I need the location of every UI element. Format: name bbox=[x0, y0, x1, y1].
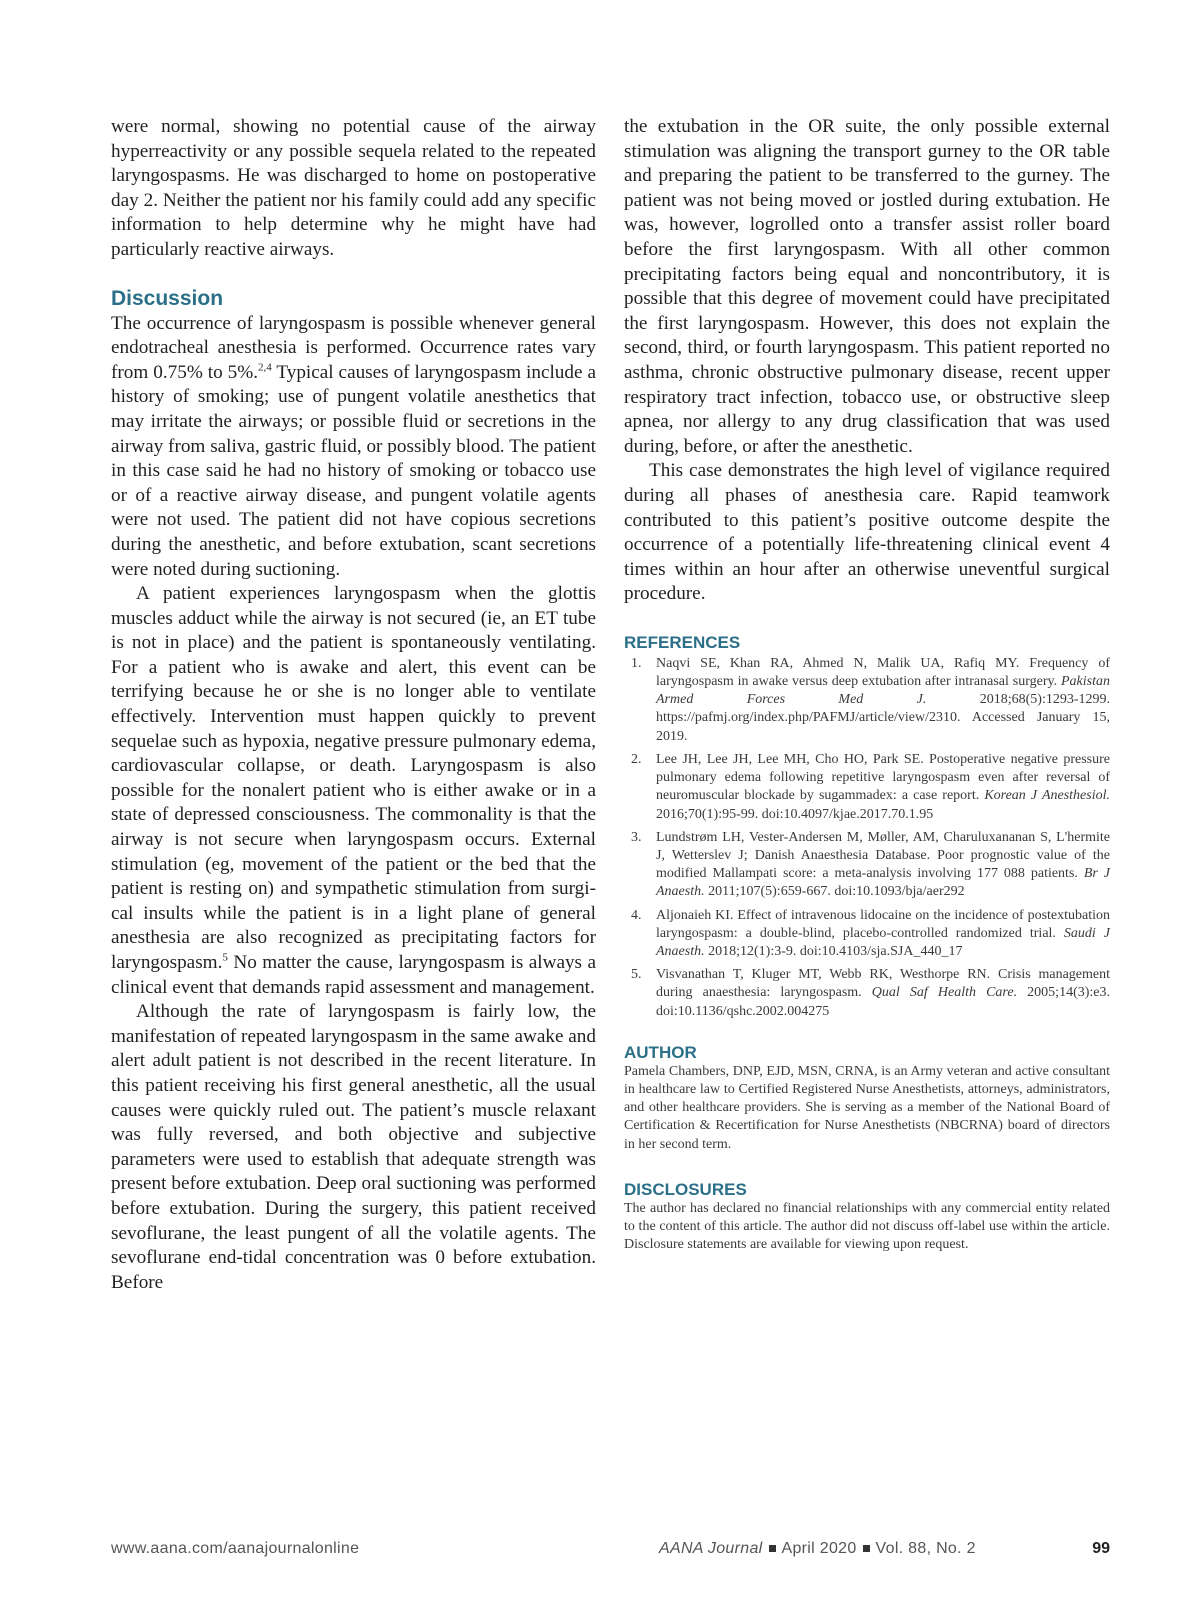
reference-item bbox=[624, 829, 1110, 902]
intro-paragraph: were normal, showing no potential cause of the airway hyperreactivity or any possible sequela related to the repeated laryngospasms. He was discharged to home on postoperative day 2. Neither the patient nor his family could add any specific information to help determine why he might have had particularly reactive airways. bbox=[111, 116, 596, 260]
reference-item bbox=[624, 751, 1110, 824]
references-list bbox=[624, 655, 1110, 1021]
reference-journal: Pakistan Armed Forces Med J. bbox=[656, 674, 1110, 708]
references-heading: REFERENCES bbox=[624, 632, 741, 652]
footer-issue-date: April 2020 bbox=[781, 1540, 857, 1557]
right-column bbox=[624, 115, 1110, 1254]
reference-item bbox=[624, 966, 1110, 1021]
reference-details: 2018;12(1):3-9. doi:10.4103/sja.SJA_440_17 bbox=[704, 943, 963, 959]
reference-details: 2005;14(3):e3. doi:10.1136/qshc.2002.004275 bbox=[656, 985, 1111, 1019]
reference-text bbox=[656, 907, 1110, 962]
reference-authors-title: Lee JH, Lee JH, Lee MH, Cho HO, Park SE. Postoperative negative pressure pulmonary edema following repetitive laryngospasm even after reversal of neuromuscular blockade by sugammadex: a case report. bbox=[656, 751, 1110, 804]
reference-text bbox=[656, 751, 1110, 824]
left-column bbox=[111, 115, 596, 1295]
citation-superscript: 2,4 bbox=[258, 361, 272, 374]
reference-authors-title: Naqvi SE, Khan RA, Ahmed N, Malik UA, Rafiq MY. Frequency of laryngospasm in awake versus deep extubation after intranasal surgery. bbox=[656, 655, 1110, 690]
reference-journal: Korean J Anesthesiol. bbox=[984, 788, 1110, 804]
reference-authors-title: Aljonaieh KI. Effect of intravenous lidocaine on the incidence of postextubation laryngospasm: a double-blind, placebo-controlled randomized trial. bbox=[656, 907, 1110, 941]
reference-number: 4. bbox=[631, 907, 642, 923]
author-heading: AUTHOR bbox=[624, 1042, 697, 1062]
paragraph-text: The occurrence of laryngospasm is possible whenever general endotracheal anesthesia is performed. Occurrence rates vary from 0.75% to 5%. bbox=[111, 312, 596, 383]
reference-details: 2011;107(5):659-667. doi:10.1093/bja/aer292 bbox=[704, 884, 965, 900]
continuation-paragraph: the extubation in the OR suite, the only possible external stimulation was aligning the transport gurney to the OR table and preparing the patient to be transferred to the gurney. The patient was not being moved or jostled during extubation. He was, however, logrolled onto a transfer assist roller board before the first laryngospasm. With all other common precipitating factors being equal and noncontributory, it is possible that this degree of movement could have precipitated the first laryngospasm. However, this does not explain the second, third, or fourth laryngospasm. This patient reported no asthma, chronic obstructive pulmonary disease, recent upper respiratory tract infection, tobacco use, or obstructive sleep apnea, nor allergy to any drug classification that was used during, before, or after the anesthetic. bbox=[624, 116, 1110, 457]
citation-superscript: 5 bbox=[222, 951, 228, 964]
disclosures-text: The author has declared no financial relationships with any commercial entity related to the content of this article. The author did not discuss off-label use within the article. Disclosure statements are available for viewing upon request. bbox=[624, 1200, 1110, 1253]
discussion-heading: Discussion bbox=[111, 286, 224, 310]
footer-journal-name: AANA Journal bbox=[659, 1540, 763, 1557]
conclusion-paragraph: This case demonstrates the high level of vigilance required during all phases of anesthesia care. Rapid teamwork contributed to this patient’s positive outcome despite the occurrence of a potentially life-threatening clinical event 4 times within an hour after an otherwise uneventful surgical procedure. bbox=[624, 460, 1110, 605]
reference-details: 2016;70(1):95-99. doi:10.4097/kjae.2017.70.1.95 bbox=[656, 806, 934, 822]
footer-url[interactable]: www.aana.com/aanajournalonline bbox=[111, 1540, 360, 1557]
reference-number: 5. bbox=[631, 967, 642, 983]
footer-volume: Vol. 88, No. 2 bbox=[875, 1540, 976, 1557]
reference-number: 1. bbox=[631, 655, 642, 671]
reference-item bbox=[624, 655, 1110, 746]
discussion-paragraph-1 bbox=[111, 312, 596, 583]
paragraph-text: Typical causes of laryngospasm include a history of smoking; use of pungent volatile anesthetics that may irritate the airways; or possible fluid or secretions in the airway from saliva, gastric fluid, or possibly blood. The patient in this case said he had no history of smoking or tobacco use or of a reactive airway disease, and pungent volatile agents were not used. The patient did not have copious secretions during the anesthetic, and before extubation, scant secretions were noted during suctioning. bbox=[111, 361, 596, 580]
reference-number: 3. bbox=[631, 829, 642, 845]
reference-text bbox=[656, 966, 1110, 1021]
bullet-square-icon bbox=[863, 1545, 870, 1552]
page-number: 99 bbox=[1092, 1540, 1110, 1557]
reference-details: 2018;68(5):1293-1299. https://pafmj.org/index.php/PAFMJ/article/view/2310. Accessed January 15, 2019. bbox=[656, 692, 1111, 744]
reference-text bbox=[656, 655, 1110, 746]
discussion-paragraph-2 bbox=[111, 582, 596, 1000]
reference-text bbox=[656, 829, 1110, 902]
disclosures-heading: DISCLOSURES bbox=[624, 1179, 747, 1199]
footer-citation bbox=[659, 1540, 976, 1558]
reference-item bbox=[624, 907, 1110, 962]
paragraph-text: A patient experiences laryngospasm when the glottis muscles adduct while the airway is not secured (ie, an ET tube is not in place) and the patient is spontaneously ventilating. For a patient who is awake and alert, this event can be terrifying because he or she is no longer able to ventilate effectively. Intervention must happen quickly to prevent sequelae such as hypoxia, negative pressure pulmonary edema, cardiovascular collapse, or death. Laryngospasm is also possible for the nonalert patient who is either awake or in a state of depressed consciousness. The commonality is that the airway is not secure when laryngospasm occurs. External stimulation (eg, movement of the patient or the bed that the patient is resting on) and sympathetic stimulation from surgical insults while the patient is in a light plane of general anesthesia are also recognized as precipitating factors for laryngospasm. bbox=[111, 583, 596, 973]
reference-authors-title: Visvanathan T, Kluger MT, Webb RK, Westhorpe RN. Crisis management during anaesthesia: laryngospasm. bbox=[656, 967, 1110, 1001]
author-bio: Pamela Chambers, DNP, EJD, MSN, CRNA, is an Army veteran and active consultant in healthcare law to Certified Registered Nurse Anesthetists, attorneys, administrators, and other healthcare providers. She is serving as a member of the National Board of Certification & Recertification for Nurse Anesthetists (NBCRNA) board of directors in her second term. bbox=[624, 1063, 1110, 1152]
reference-number: 2. bbox=[631, 751, 642, 767]
bullet-square-icon bbox=[769, 1545, 776, 1552]
paragraph-text: No matter the cause, laryngospasm is always a clinical event that demands rapid assessment and management. bbox=[111, 952, 596, 998]
reference-journal: Qual Saf Health Care. bbox=[871, 985, 1018, 1001]
footer-journal-info bbox=[659, 1540, 1110, 1558]
discussion-paragraph-3: Although the rate of laryngospasm is fairly low, the manifestation of repeated laryngospasm in the same awake and alert adult patient is not described in the recent literature. In this patient receiving his first general anesthetic, all the usual causes were quickly ruled out. The patient’s muscle relaxant was fully reversed, and both objective and subjective parameters were used to establish that adequate strength was present before extubation. Deep oral suctioning was performed before extubation. During the surgery, this patient received sevoflurane, the least pungent of all the volatile agents. The sevoflurane end-tidal concentration was 0 before extubation. Before bbox=[111, 1001, 596, 1293]
reference-journal: Saudi J Anaesth. bbox=[656, 925, 1110, 959]
reference-journal: Br J Anaesth. bbox=[656, 866, 1110, 900]
reference-authors-title: Lundstrøm LH, Vester-Andersen M, Møller, AM, Charuluxananan S, L'hermite J, Wetterslev J; Danish Anaesthesia Database. Poor prognostic value of the modified Mallampati score: a meta-analysis involving 177 088 patients. bbox=[656, 829, 1110, 882]
